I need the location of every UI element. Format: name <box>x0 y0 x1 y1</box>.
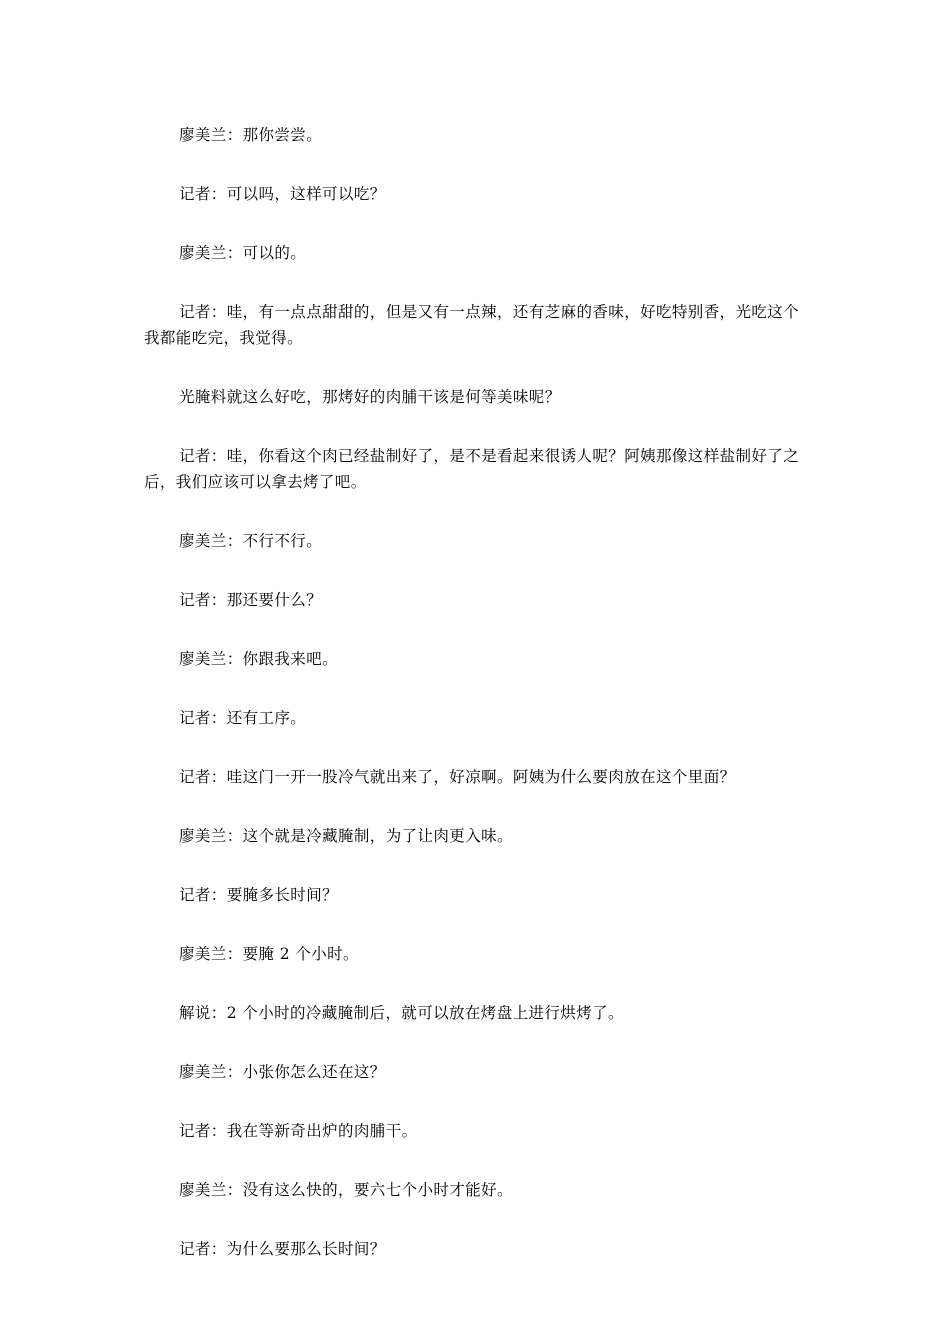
paragraph: 记者：要腌多长时间？ <box>179 886 339 904</box>
paragraph: 记者：还有工序。 <box>179 709 307 727</box>
paragraph: 记者：可以吗，这样可以吃？ <box>179 185 386 203</box>
paragraph: 记者：我在等新奇出炉的肉脯干。 <box>179 1122 418 1140</box>
document-body <box>144 122 804 1295</box>
paragraph: 记者：哇，有一点点甜甜的，但是又有一点辣，还有芝麻的香味，好吃特别香，光吃这个我都能吃完，我觉得。 <box>144 303 800 347</box>
paragraph: 记者：那还要什么？ <box>179 591 323 609</box>
paragraph: 廖美兰：这个就是冷藏腌制，为了让肉更入味。 <box>179 827 513 845</box>
paragraph: 记者：哇这门一开一股冷气就出来了，好凉啊。阿姨为什么要肉放在这个里面？ <box>179 768 736 786</box>
paragraph: 廖美兰：那你尝尝。 <box>179 126 323 144</box>
paragraph: 记者：哇，你看这个肉已经盐制好了，是不是看起来很诱人呢？阿姨那像这样盐制好了之后，我们应该可以拿去烤了吧。 <box>144 447 800 491</box>
paragraph: 解说：2 个小时的冷藏腌制后，就可以放在烤盘上进行烘烤了。 <box>179 1004 624 1022</box>
paragraph: 廖美兰：你跟我来吧。 <box>179 650 339 668</box>
paragraph: 廖美兰：要腌 2 个小时。 <box>179 945 359 963</box>
paragraph: 廖美兰：可以的。 <box>179 244 307 262</box>
paragraph: 光腌料就这么好吃，那烤好的肉脯干该是何等美味呢？ <box>179 388 561 406</box>
paragraph: 廖美兰：不行不行。 <box>179 532 323 550</box>
paragraph: 廖美兰：小张你怎么还在这？ <box>179 1063 386 1081</box>
paragraph: 记者：为什么要那么长时间？ <box>179 1240 386 1258</box>
paragraph: 廖美兰：没有这么快的，要六七个小时才能好。 <box>179 1181 513 1199</box>
